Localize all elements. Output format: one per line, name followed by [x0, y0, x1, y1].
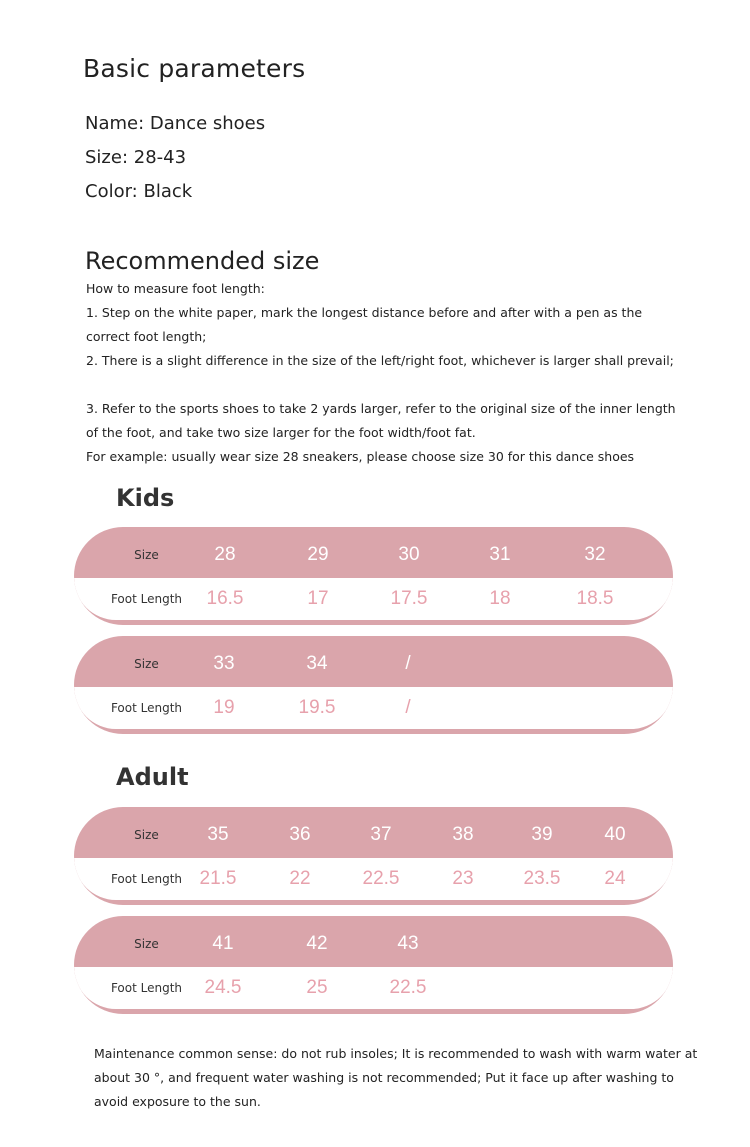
measure-step-3a: 3. Refer to the sports shoes to take 2 yards larger, refer to the original size of the inner length	[86, 401, 676, 416]
recommended-size-heading: Recommended size	[85, 247, 320, 275]
adult-heading: Adult	[116, 763, 189, 791]
size-cell: 41	[212, 933, 234, 954]
size-cell: 33	[213, 653, 235, 674]
foot-length-cell: 22	[289, 868, 311, 889]
size-example: For example: usually wear size 28 sneakers, please choose size 30 for this dance shoes	[86, 449, 635, 464]
foot-length-cell: 19	[213, 697, 235, 718]
size-row-label: Size	[134, 548, 159, 562]
foot-length-cell: 22.5	[362, 868, 400, 889]
size-row-label: Size	[134, 937, 159, 951]
product-name: Name: Dance shoes	[85, 113, 266, 134]
foot-length-row-label: Foot Length	[110, 981, 183, 995]
foot-length-cell: 24	[604, 868, 626, 889]
size-cell: 30	[398, 544, 420, 565]
kids-size-table-1	[74, 527, 673, 625]
foot-length-cell: 18.5	[576, 588, 614, 609]
foot-length-cell: 16.5	[206, 588, 244, 609]
size-cell: 35	[207, 824, 229, 845]
size-cell: 43	[397, 933, 419, 954]
foot-length-row-label: Foot Length	[110, 872, 183, 886]
size-cell: 34	[306, 653, 328, 674]
size-cell: 29	[307, 544, 329, 565]
size-cell: 36	[289, 824, 311, 845]
adult-size-table-2	[74, 916, 673, 1014]
size-cell: 31	[489, 544, 511, 565]
product-size-range: Size: 28-43	[85, 147, 187, 168]
adult-size-table-1	[74, 807, 673, 905]
foot-length-cell: 23.5	[523, 868, 561, 889]
size-cell: 28	[214, 544, 236, 565]
foot-length-cell: 21.5	[199, 868, 237, 889]
measure-step-2: 2. There is a slight difference in the size of the left/right foot, whichever is larger shall prevail;	[86, 353, 674, 368]
foot-length-cell: 18	[489, 588, 511, 609]
measure-step-1a: 1. Step on the white paper, mark the longest distance before and after with a pen as the	[86, 305, 643, 320]
size-cell: 38	[452, 824, 474, 845]
foot-length-row-label: Foot Length	[110, 701, 183, 715]
size-cell: 40	[604, 824, 626, 845]
size-cell: 39	[531, 824, 553, 845]
foot-length-row-label: Foot Length	[110, 592, 183, 606]
kids-size-table-2	[74, 636, 673, 734]
measure-intro: How to measure foot length:	[86, 281, 265, 296]
size-cell: /	[405, 653, 411, 674]
measure-step-1b: correct foot length;	[86, 329, 207, 344]
size-cell: 37	[370, 824, 392, 845]
size-cell: 42	[306, 933, 328, 954]
maintenance-note: Maintenance common sense: do not rub insoles; It is recommended to wash with warm water at about 30 °, and frequent water washing is not recommended; Put it face up after washing to avoid exposure to the sun.	[94, 1046, 698, 1109]
kids-heading: Kids	[116, 484, 175, 512]
foot-length-cell: 19.5	[298, 697, 336, 718]
foot-length-cell: 24.5	[204, 977, 242, 998]
size-cell: 32	[584, 544, 606, 565]
foot-length-cell: 23	[452, 868, 474, 889]
foot-length-cell: /	[405, 697, 411, 718]
size-row-label: Size	[134, 828, 159, 842]
measure-step-3b: of the foot, and take two size larger for the foot width/foot fat.	[86, 425, 476, 440]
foot-length-cell: 17.5	[390, 588, 428, 609]
foot-length-cell: 22.5	[389, 977, 427, 998]
size-row-label: Size	[134, 657, 159, 671]
foot-length-cell: 25	[306, 977, 328, 998]
product-color: Color: Black	[85, 181, 193, 202]
basic-parameters-heading: Basic parameters	[83, 54, 306, 83]
foot-length-cell: 17	[307, 588, 329, 609]
